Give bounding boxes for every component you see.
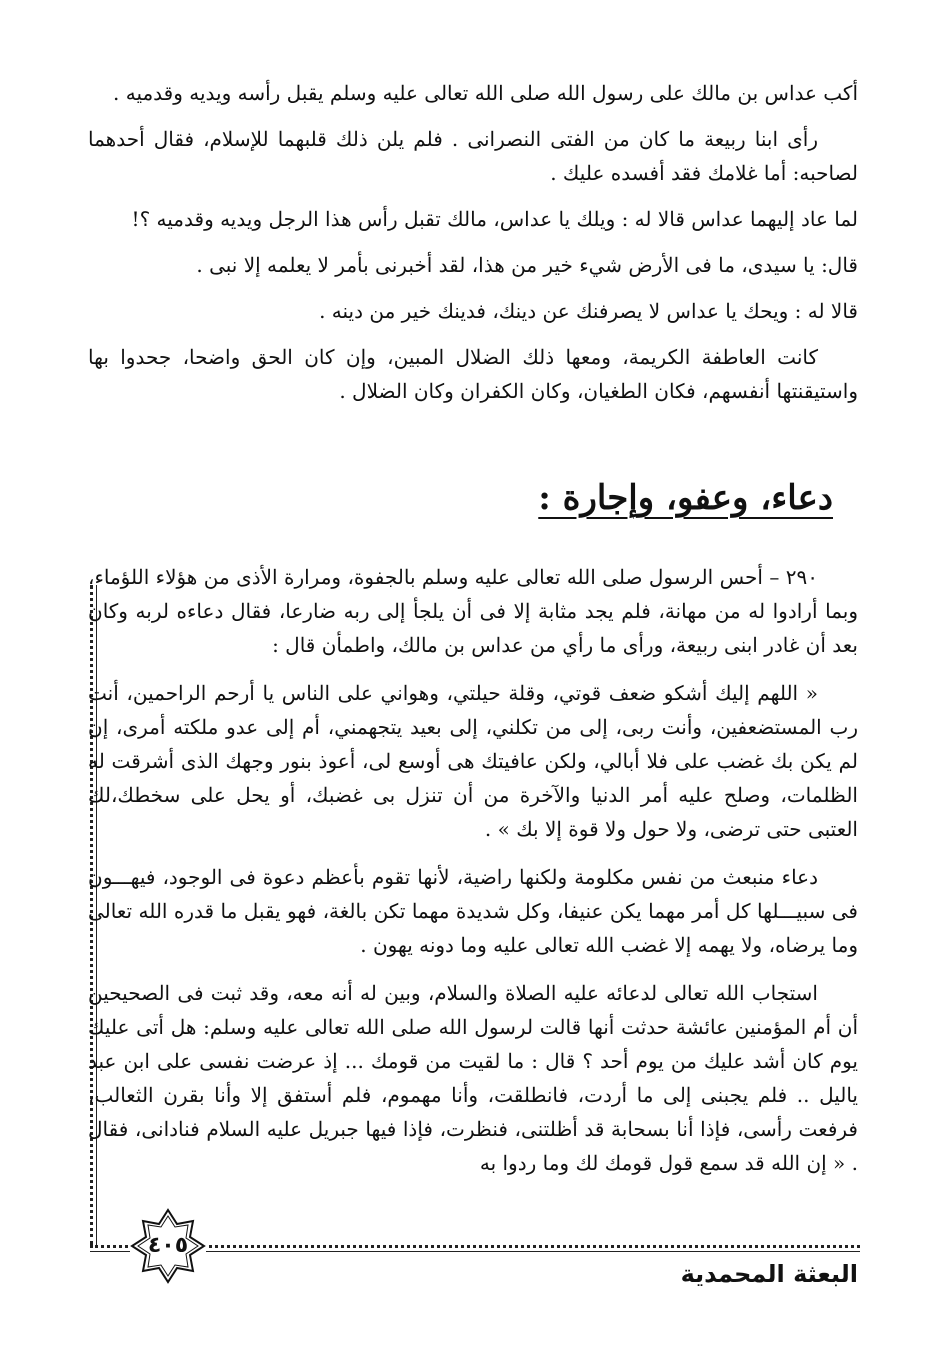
paragraph: لما عاد إليهما عداس قالا له : ويلك يا عداس، مالك تقبل رأس هذا الرجل ويديه وقدميه ؟! (131, 207, 858, 231)
section-heading: دعاء، وعفو، وإجارة : (538, 478, 833, 518)
text-block-top (88, 76, 858, 408)
page-number: ٤٠٥ (147, 1233, 189, 1258)
paragraph: رأى ابنا ربيعة ما كان من الفتى النصرانى . فلم يلن ذلك قلبهما للإسلام، فقال أحدهما لصاحبه: أما غلامك فقد أفسده عليك . (88, 127, 858, 185)
quoted-prayer: « اللهم إليك أشكو ضعف قوتي، وقلة حيلتي، وهواني على الناس يا أرحم الراحمين، أنت رب المستضعفين، وأنت ربى، إلى من تكلني، إلى بعيد يتجهمني، أم إلى عدو ملكته أمرى، إن لم يكن بك غضب على فلا أبالي، ولكن عافيتك هى أوسع لى، أعوذ بنور وجهك الذى أشرقت له الظلمات، وصلح عليه أمر الدنيا والآخرة من أن تنزل بى غضبك، أو يحل على سخطك،لك العتبى حتى ترضى، ولا حول ولا قوة إلا بك » . (88, 681, 858, 841)
text-block-main (88, 560, 858, 1180)
paragraph: أكب عداس بن مالك على رسول الله صلى الله تعالى عليه وسلم يقبل رأسه ويديه وقدميه . (113, 81, 858, 105)
paragraph: قال: يا سيدى، ما فى الأرض شيء خير من هذا، لقد أخبرنى بأمر لا يعلمه إلا نبى . (196, 253, 858, 277)
paragraph: كانت العاطفة الكريمة، ومعها ذلك الضلال المبين، وإن كان الحق واضحا، جحدوا بها واستيقنتها أنفسهم، فكان الطغيان، وكان الكفران وكان الضلال . (88, 345, 858, 403)
paragraph: استجاب الله تعالى لدعائه عليه الصلاة والسلام، وبين له أنه معه، وقد ثبت فى الصحيحين أن أم المؤمنين عائشة حدثت أنها قالت لرسول الله صلى الله تعالى عليه وسلم: هل أتى عليك يوم كان أشد عليك من يوم أحد ؟ قال : ما لقيت من قومك ... إذ عرضت نفسى على ابن عبد ياليل .. فلم يجبنى إلى ما أردت، فانطلقت، وأنا مهموم، فلم أستفق إلا وأنا بقرن الثعالب، فرفعت رأسى، فإذا أنا بسحابة قد أظلتنى، فنظرت، فإذا فيها جبريل عليه السلام فنادانى، فقال . « إن الله قد سمع قول قومك لك وما ردوا به (88, 981, 858, 1175)
paragraph: دعاء منبعث من نفس مكلومة ولكنها راضية، لأنها تقوم بأعظم دعوة فى الوجود، فيهـــون فى سبيـــلها كل أمر مهما يكن عنيفا، وكل شديدة مهما تكن بالغة، فهو يقبل ما قدره الله تعالى وما يرضاه، ولا يهمه إلا غضب الله تعالى عليه وما دونه يهون . (88, 865, 858, 957)
paragraph: ٢٩٠ – أحس الرسول صلى الله تعالى عليه وسلم بالجفوة، ومرارة الأذى من هؤلاء اللؤماء، وبما أرادوا له من مهانة، فلم يجد مثابة إلا فى أن يلجأ إلى ربه ضارعا، فقال دعاءه لربه وكان بعد أن غادر ابنى ربيعة، ورأى ما رأي من عداس بن مالك، واطمأن قال : (88, 565, 858, 657)
page-number-badge (130, 1208, 206, 1284)
running-footer-title: البعثة المحمدية (680, 1260, 858, 1288)
paragraph: قالا له : ويحك يا عداس لا يصرفنك عن دينك، فدينك خير من دينه . (319, 299, 858, 323)
